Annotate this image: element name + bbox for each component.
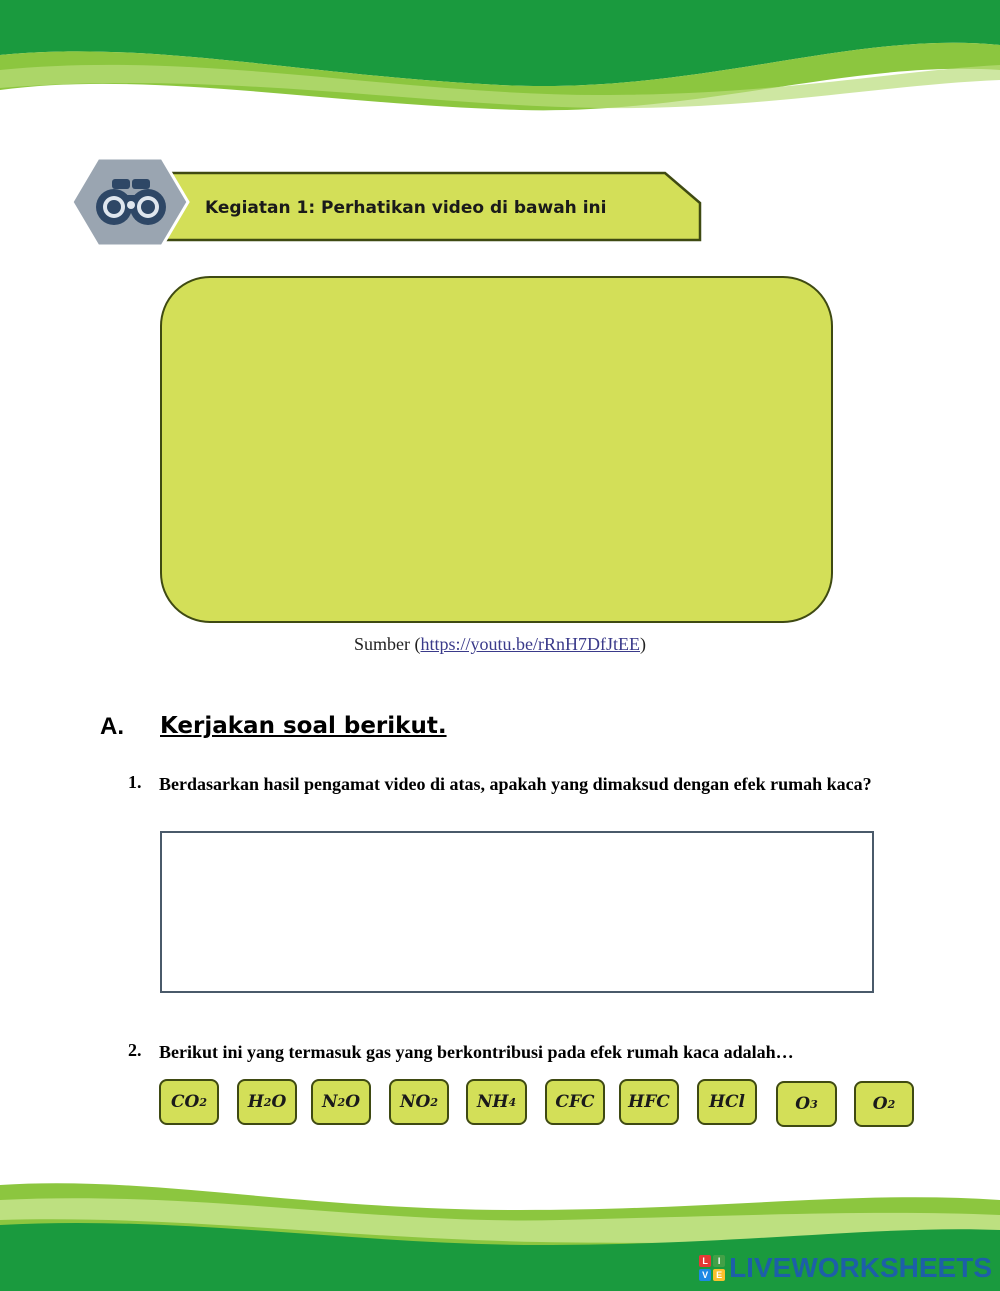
option-chip[interactable] (697, 1079, 757, 1125)
logo-letter: E (713, 1269, 725, 1281)
answer-1-textbox[interactable] (160, 831, 874, 993)
question-1-text: Berdasarkan hasil pengamat video di atas, apakah yang dimaksud dengan efek rumah kaca? (159, 774, 872, 794)
logo-letter: I (713, 1255, 725, 1267)
source-prefix: Sumber ( (354, 634, 421, 654)
option-main: H (247, 1092, 264, 1112)
option-sub: 2 (887, 1097, 896, 1111)
option-main: CFC (555, 1092, 595, 1112)
option-main: CO (171, 1092, 200, 1112)
option-chip[interactable] (619, 1079, 679, 1125)
option-main: N (321, 1092, 338, 1112)
option-main: NO (399, 1092, 431, 1112)
option-chip[interactable] (389, 1079, 449, 1125)
section-letter: A. (100, 713, 124, 740)
question-2-text: Berikut ini yang termasuk gas yang berkontribusi pada efek rumah kaca adalah… (159, 1042, 794, 1062)
logo-letter: V (699, 1269, 711, 1281)
option-chip[interactable] (854, 1081, 914, 1127)
option-main: NH (476, 1092, 509, 1112)
liveworksheets-logo (699, 1252, 992, 1284)
source-suffix: ) (640, 634, 646, 654)
logo-letter: L (699, 1255, 711, 1267)
video-source (0, 634, 1000, 655)
option-sub: 2 (263, 1095, 272, 1109)
option-chip[interactable] (311, 1079, 371, 1125)
option-chip[interactable] (159, 1079, 219, 1125)
top-wave-banner (0, 0, 1000, 125)
section-title: Kerjakan soal berikut. (160, 713, 447, 739)
activity-title: Kegiatan 1: Perhatikan video di bawah ini (205, 198, 607, 218)
video-player[interactable] (160, 276, 833, 623)
question-2-number: 2. (128, 1040, 142, 1060)
option-sub: 2 (337, 1095, 346, 1109)
option-chip[interactable] (237, 1079, 297, 1125)
option-chip[interactable] (776, 1081, 837, 1127)
option-sub: 4 (508, 1095, 517, 1109)
option-post: O (271, 1092, 287, 1112)
option-main: O (872, 1094, 888, 1114)
option-sub: 2 (430, 1095, 438, 1109)
question-1-number: 1. (128, 772, 142, 792)
logo-grid-icon (699, 1255, 725, 1281)
option-post: O (345, 1092, 360, 1112)
option-chip[interactable] (466, 1079, 527, 1125)
source-link[interactable]: https://youtu.be/rRnH7DfJtEE (420, 634, 640, 654)
option-main: HFC (628, 1092, 670, 1112)
option-chip[interactable] (545, 1079, 605, 1125)
option-main: HCl (708, 1092, 746, 1112)
option-sub: 2 (199, 1095, 207, 1109)
brand-name: LIVEWORKSHEETS (729, 1252, 992, 1283)
option-sub: 3 (810, 1097, 818, 1111)
option-main: O (795, 1094, 811, 1114)
